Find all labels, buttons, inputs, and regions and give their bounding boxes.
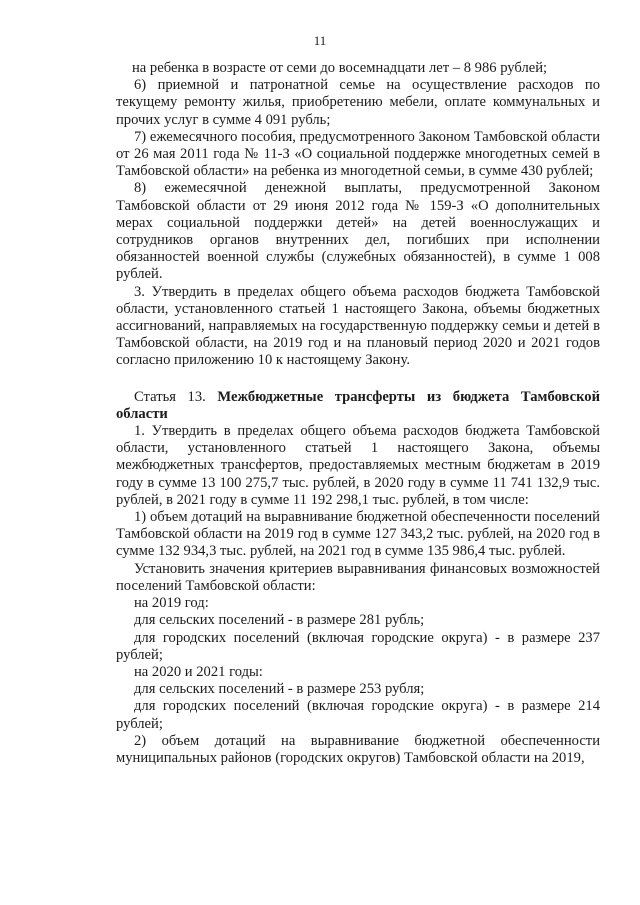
paragraph: 6) приемной и патронатной семье на осуществление расходов по текущему ремонту жилья, приобретению мебели, оплате коммунальных и прочих услуг в сумме 4 091 рубль; [116, 77, 600, 128]
page-number: 11 [313, 33, 327, 48]
document-body [116, 60, 600, 767]
paragraph: 8) ежемесячной денежной выплаты, предусмотренной Законом Тамбовской области от 29 июня 2012 года № 159-З «О дополнительных мерах социальной поддержки детей» на детей военнослужащих и сотрудников органов внутренних дел, погибших при исполнении обязанностей военной службы (служебных обязанностей), в сумме 1 008 рублей. [116, 180, 600, 283]
article-title: Межбюджетные трансферты из бюджета Тамбовской области [116, 388, 600, 422]
paragraph: 1) объем дотаций на выравнивание бюджетной обеспеченности поселений Тамбовской области на 2019 год в сумме 127 343,2 тыс. рублей, на 2020 год в сумме 132 934,3 тыс. рублей, на 2021 год в сумме 135 986,4 тыс. рублей. [116, 509, 600, 560]
paragraph: на 2020 и 2021 годы: [134, 663, 263, 680]
paragraph: для городских поселений (включая городские округа) - в размере 237 рублей; [116, 629, 600, 663]
paragraph: 7) ежемесячного пособия, предусмотренного Законом Тамбовской области от 26 мая 2011 года № 11-З «О социальной поддержке многодетных семей в Тамбовской области» на ребенка из многодетной семьи, в сумме 430 рублей; [116, 128, 600, 180]
paragraph: для сельских поселений - в размере 281 рубль; [134, 612, 425, 629]
article-heading [116, 389, 600, 423]
section-spacer [116, 370, 600, 389]
paragraph: на ребенка в возрасте от семи до восемнадцати лет – 8 986 рублей; [132, 60, 548, 76]
article-number: Статья 13. [134, 388, 218, 405]
paragraph: на 2019 год: [134, 595, 209, 612]
paragraph: 2) объем дотаций на выравнивание бюджетной обеспеченности муниципальных районов (городских округов) Тамбовской области на 2019, [116, 732, 600, 766]
paragraph: для городских поселений (включая городские округа) - в размере 214 рублей; [116, 698, 600, 732]
paragraph: Установить значения критериев выравнивания финансовых возможностей поселений Тамбовской области: [116, 560, 600, 594]
paragraph: для сельских поселений - в размере 253 рубля; [134, 681, 425, 698]
paragraph: 3. Утвердить в пределах общего объема расходов бюджета Тамбовской области, установленного статьей 1 настоящего Закона, объемы бюджетных ассигнований, направляемых на государственную поддержку семьи и детей в Тамбовской области, на 2019 год и на плановый период 2020 и 2021 годов согласно приложению 10 к настоящему Закону. [116, 283, 600, 369]
paragraph: 1. Утвердить в пределах общего объема расходов бюджета Тамбовской области, установленного статьей 1 настоящего Закона, объемы межбюджетных трансфертов, предоставляемых местным бюджетам в 2019 году в сумме 13 100 275,7 тыс. рублей, в 2020 году в сумме 11 741 132,9 тыс. рублей, в 2021 году в сумме 11 192 298,1 тыс. рублей, в том числе: [116, 423, 600, 508]
